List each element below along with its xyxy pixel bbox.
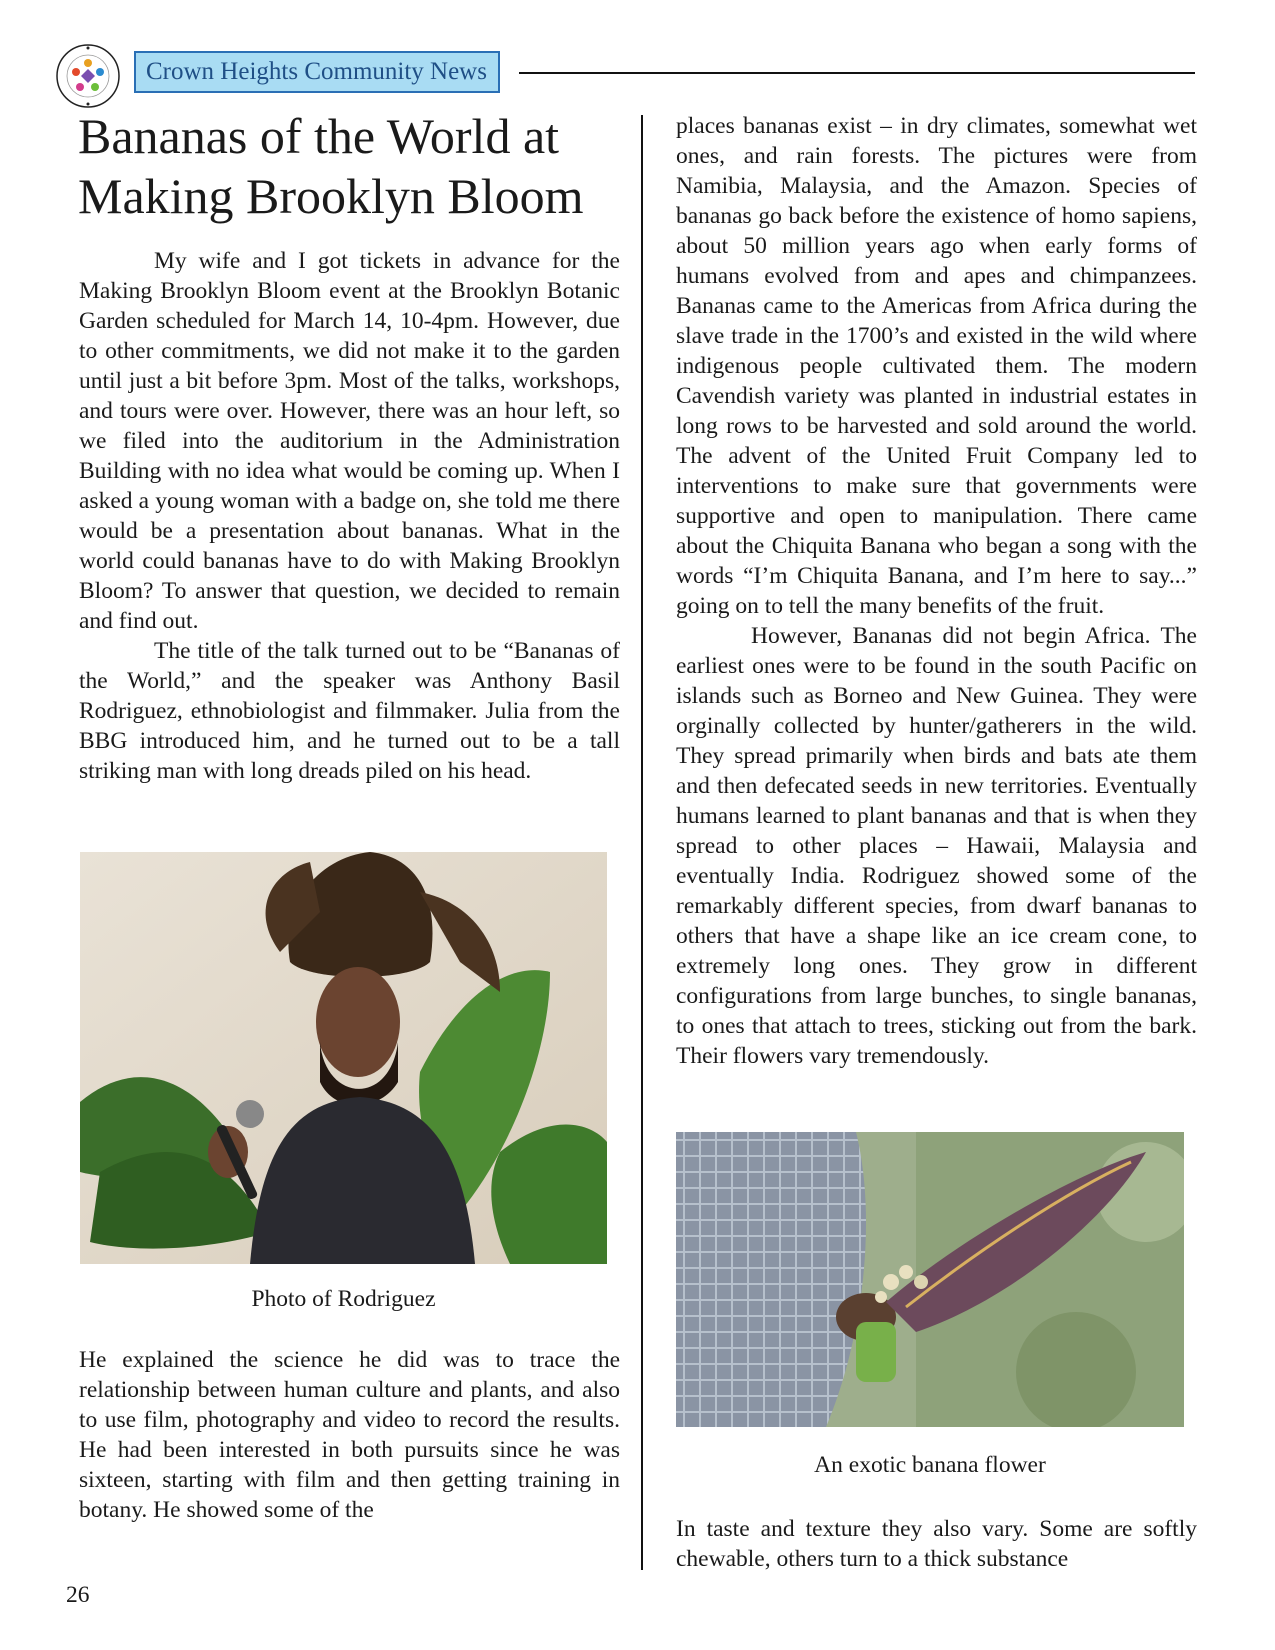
photo-caption: An exotic banana flower: [814, 1452, 1046, 1478]
paragraph: places bananas exist – in dry climates, somewhat wet ones, and rain forests. The pictures were from Namibia, Malaysia, and the Amazon. Species of bananas go back before the existence of homo sapiens, about 50 million years ago when early forms of humans evolved from and apes and chimpanzees. Bananas came to the Americas from Africa during the slave trade in the 1700’s and existed in the wild where indigenous people cultivated them. The modern Cavendish variety was planted in industrial estates in long rows to be harvested and sold around the world. The advent of the United Fruit Company led to interventions to make sure that governments were supportive and open to manipulation. There came about the Chiquita Banana who began a song with the words “I’m Chiquita Banana, and I’m here to say...” going on to tell the many benefits of the fruit.: [676, 113, 1197, 619]
column-2-text: [676, 111, 1197, 1071]
paragraph: He explained the science he did was to trace the relationship between human culture and plants, and also to use film, photography and video to record the results. He had been interested in both pursuits since he was sixteen, starting with film and then getting training in botany. He showed some of the: [79, 1347, 620, 1523]
rodriguez-photo: [80, 852, 607, 1264]
paragraph: However, Bananas did not begin Africa. The earliest ones were to be found in the south Pacific on islands such as Borneo and New Guinea. They were orginally collected by hunter/gatherers in the wild. They spread primarily when birds and bats ate them and then defecated seeds in new territories. Eventually humans learned to plant bananas and that is when they spread to other places – Hawaii, Malaysia and eventually India. Rodriguez showed some of the remarkably different species, from dwarf bananas to others that have a shape like an ice cream cone, to extremely long ones. They grow in different configurations from large bunches, to single bananas, to ones that attach to trees, sticking out from the bark. Their flowers vary tremendously.: [676, 623, 1197, 1069]
publication-logo: [55, 43, 121, 109]
column-1-text: [79, 246, 620, 786]
column-divider: [641, 115, 643, 1570]
column-1-continued: [79, 1345, 620, 1525]
paragraph: In taste and texture they also vary. Some are softly chewable, others turn to a thick substance: [676, 1516, 1197, 1572]
paragraph: The title of the talk turned out to be “Bananas of the World,” and the speaker was Anthony Basil Rodriguez, ethnobiologist and filmmaker. Julia from the BBG introduced him, and he turned out to be a tall striking man with long dreads piled on his head.: [79, 638, 620, 784]
paragraph: My wife and I got tickets in advance for the Making Brooklyn Bloom event at the Brooklyn Botanic Garden scheduled for March 14, 10-4pm. However, due to other commitments, we did not make it to the garden until just a bit before 3pm. Most of the talks, workshops, and tours were over. However, there was an hour left, so we filed into the auditorium in the Administration Building with no idea what would be coming up. When I asked a young woman with a badge on, she told me there would be a presentation about bananas. What in the world could bananas have to do with Making Brooklyn Bloom? To answer that question, we decided to remain and find out.: [79, 248, 620, 634]
column-2-continued: [676, 1514, 1197, 1574]
publication-name: Crown Heights Community News: [134, 51, 500, 93]
header-rule: [519, 72, 1195, 74]
page-number: 26: [66, 1582, 90, 1608]
banana-flower-photo: [676, 1132, 1184, 1427]
article-title: Bananas of the World at Making Brooklyn Bloom: [78, 108, 584, 224]
photo-caption: Photo of Rodriguez: [251, 1286, 436, 1312]
